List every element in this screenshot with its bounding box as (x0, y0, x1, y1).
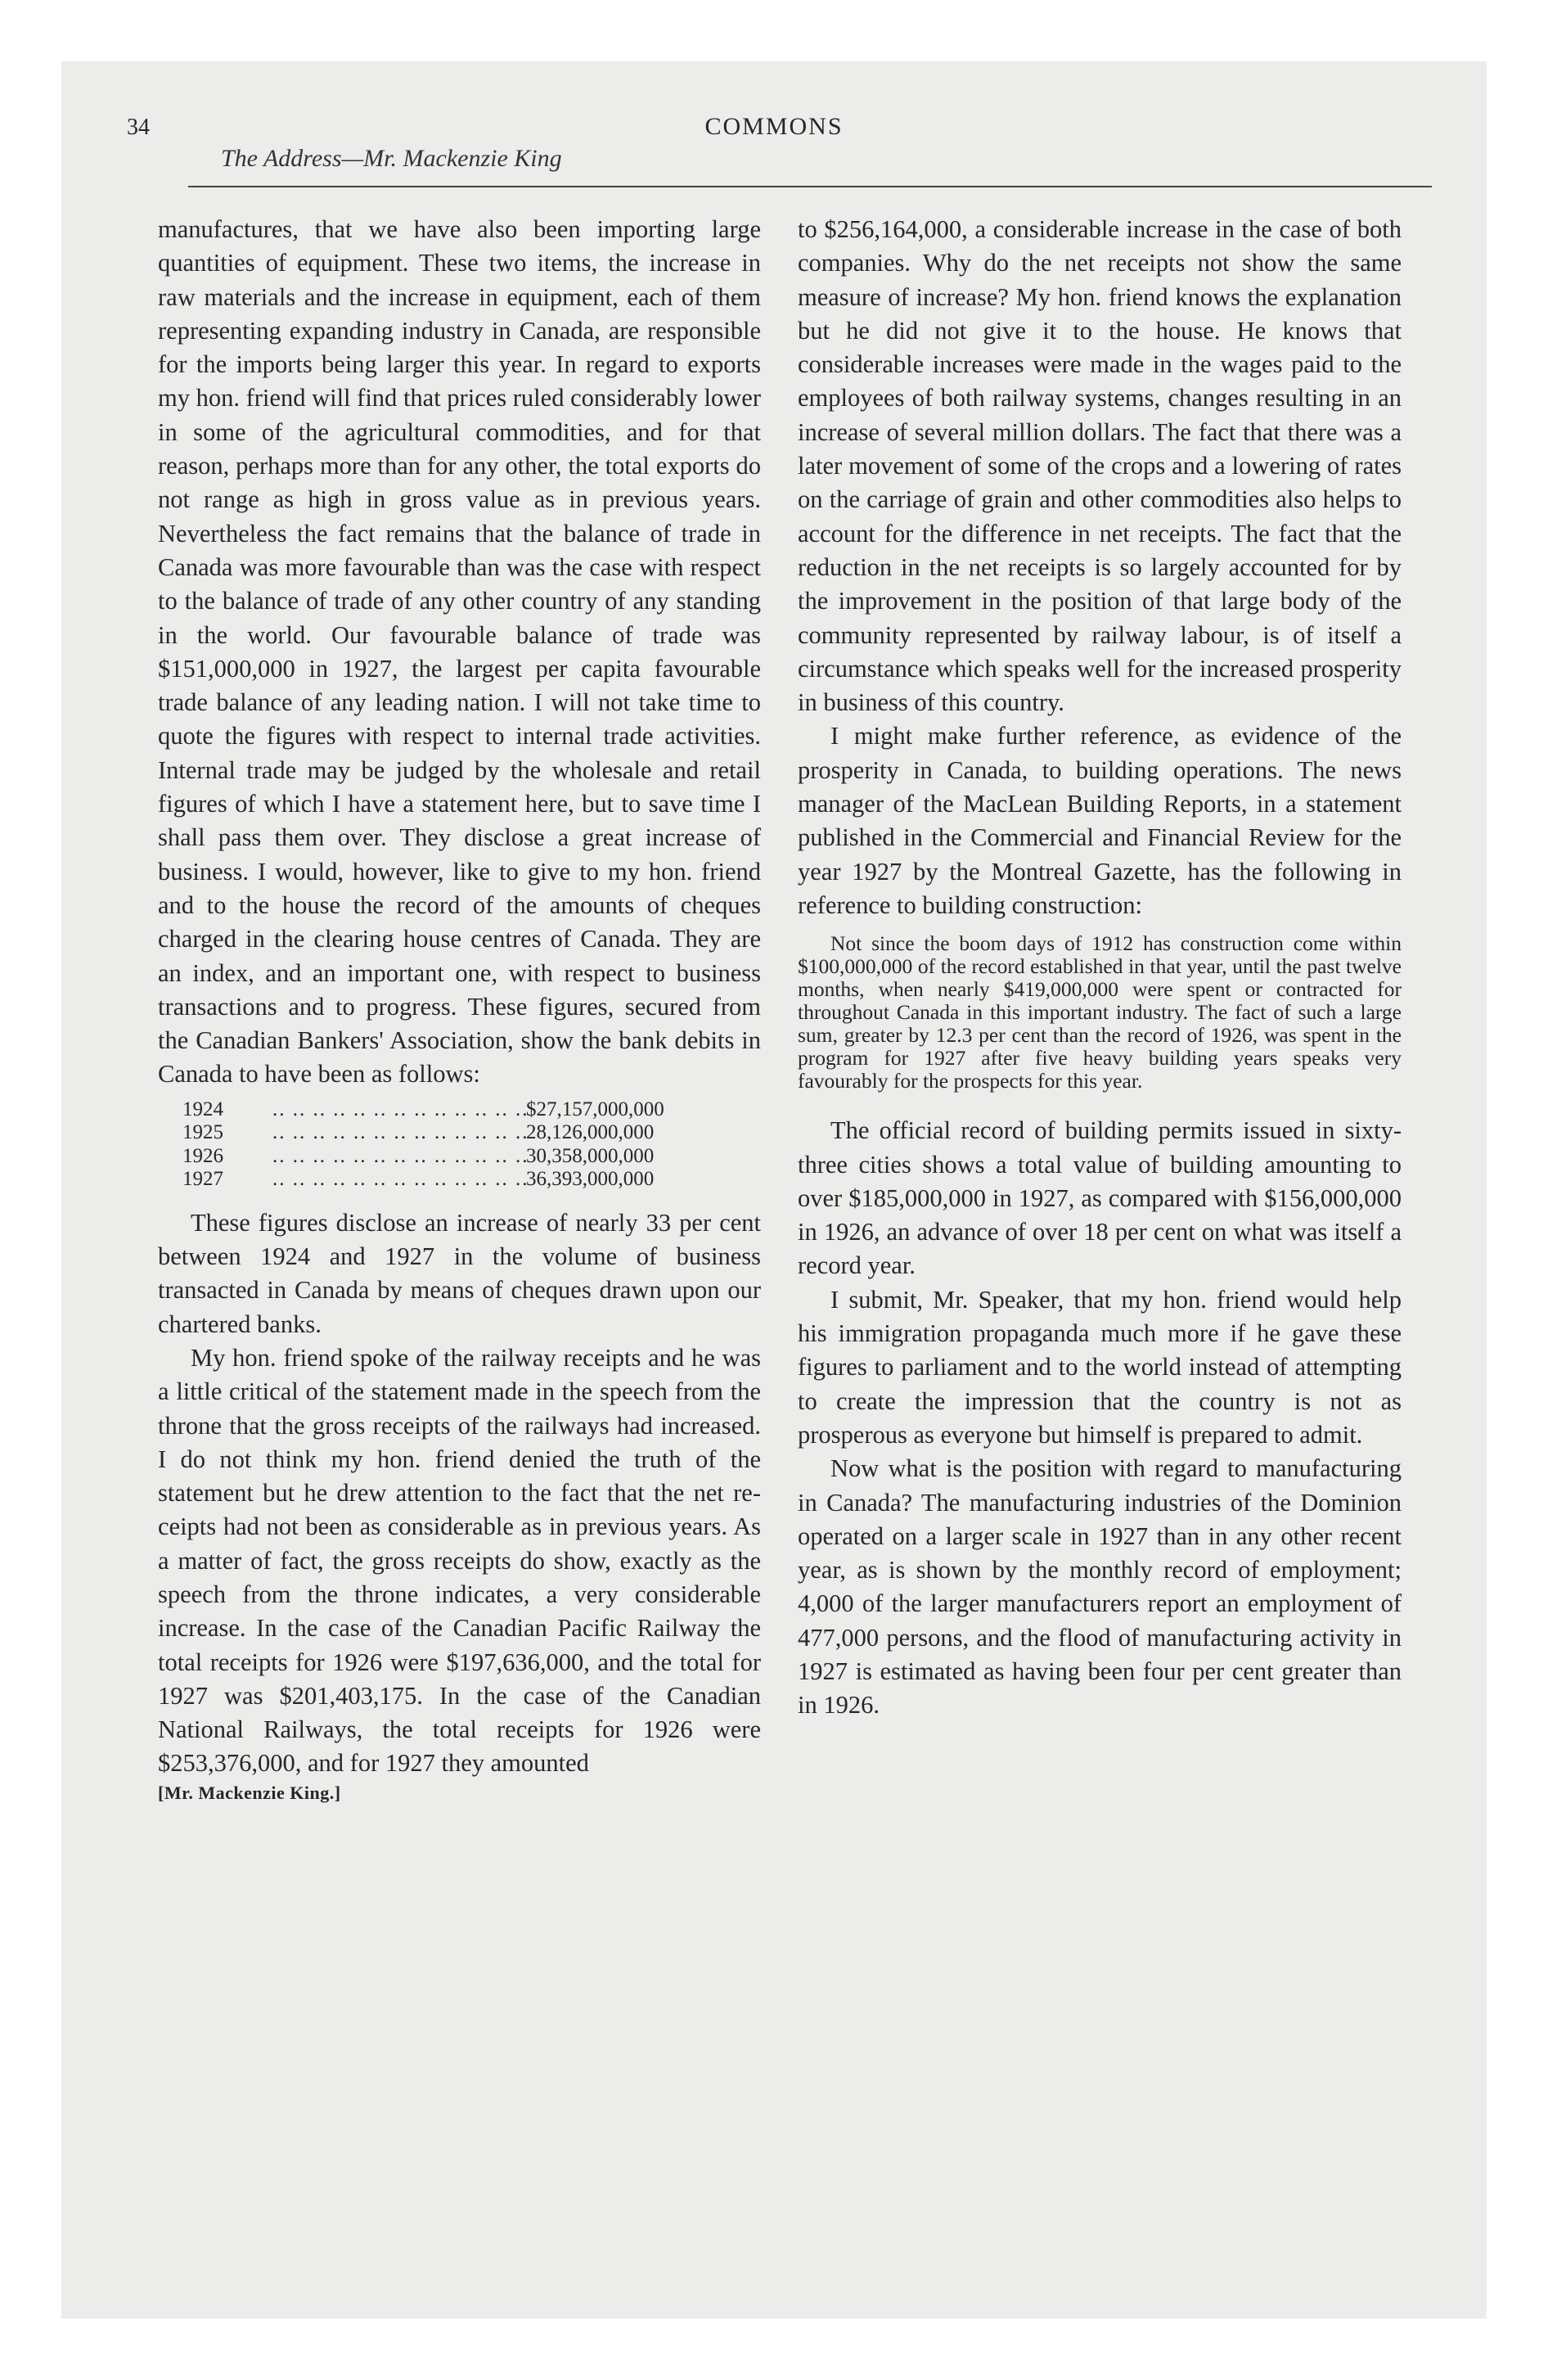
table-amount: 36,393,000,000 (526, 1168, 655, 1191)
table-amount: $27,157,000,000 (526, 1098, 664, 1120)
table-year: 1924 (182, 1098, 223, 1120)
left-paragraph-1: manufactures, that we have also been importing large quantities of equipment. These two items, the increase in raw materials and the increase in equipment, each of them representing expanding industry in Canada, are responsible for the imports being larger this year. In regard to exports my hon. friend will find that prices ruled considerably lower in some of the agricultural commodities, and for that reason, perhaps more than for any other, the total exports do not range as high in gross value as in previous years. Nevertheless the fact remains that the balance of trade in Canada was more favourable than was the case with respect to the balance of trade of any other country of any standing in the world. Our favourable balance of trade was $151,000,000 in 1927, the largest per capita favourable trade balance of any leading nation. I will not take time to quote the figures with respect to internal trade activities. Internal trade may be judged by the wholesale and retail figures of which I have a statement here, but to save time I shall pass them over. They disclose a great increase of business. I would, however, like to give to my hon. friend and to the house the record of the amounts of cheques charged in the clearing house centres of Canada. They are an index, and an important one, with respect to business transactions and to progress. These figures, secured from the Canadian Bankers' Association, show the bank debits in Canada to have been as follows: (158, 215, 761, 1089)
left-paragraph-3: My hon. friend spoke of the railway receipts and he was a little critical of the statement made in the speech from the throne that the gross receipts of the railways had increased. I do not think my hon. friend denied the truth of the statement but he drew attention to the fact that the net receipts had not been as considerable as in previous years. As a matter of fact, the gross receipts do show, exactly as the speech from the throne indicates, a very considerable increase. In the case of the Canadian Pacific Railway the total receipts for 1926 were $197,636,000, and the total for 1927 was $201,403,175. In the case of the Canadian National Railways, the total receipts for 1926 were $253,376,000, and for 1927 they amounted (158, 1343, 761, 1778)
right-column (798, 213, 1402, 1723)
leader-dots (272, 1121, 526, 1145)
table-year: 1925 (182, 1121, 223, 1144)
left-paragraph-2: These figures disclose an increase of nearly 33 per cent between 1924 and 1927 in the volume of business transacted in Canada by means of cheques drawn upon our chartered banks. (158, 1208, 761, 1338)
leader-dots (272, 1098, 526, 1122)
block-quote: Not since the boom days of 1912 has construction come within $100,000,000 of the record established in that year, until the past twelve months, when nearly $419,000,000 were spent or contracted for throughout Canada in this important industry. The fact of such a large sum, greater by 12.3 per cent than the record of 1926, was spent in the program for 1927 after five heavy building years speaks very favourably for the prospects for this year. (798, 931, 1402, 1093)
running-head: COMMONS (704, 113, 844, 140)
leader-dots (272, 1168, 526, 1192)
speaker-note: [Mr. Mackenzie King.] (158, 1782, 341, 1803)
table-row (182, 1121, 714, 1145)
header-rule (188, 186, 1432, 187)
left-column (158, 213, 761, 1805)
page-number: 34 (127, 115, 150, 140)
bank-debits-table (182, 1098, 761, 1192)
right-paragraph-2: I might make further reference, as evidence of the prosperity in Canada, to building operations. The news manager of the MacLean Building Reports, in a statement published in the Commercial and Financial Review for the year 1927 by the Montreal Gazette, has the following in reference to building construction: (798, 722, 1402, 919)
page-sheet (61, 61, 1487, 2319)
right-paragraph-3: The official record of building permits issued in sixty-three cities shows a total value of building amounting to over $185,000,000 in 1927, as compared with $156,000,000 in 1926, an advance of over 18 per cent on what was itself a record year. (798, 1116, 1402, 1280)
table-row (182, 1168, 714, 1192)
table-row (182, 1145, 714, 1169)
table-row (182, 1098, 714, 1122)
leader-dots (272, 1145, 526, 1169)
table-year: 1927 (182, 1168, 223, 1191)
right-paragraph-1: to $256,164,000, a considerable increase in the case of both companies. Why do the net receipts not show the same measure of increase? My hon. friend knows the explanation but he did not give it to the house. He knows that considerable increases were made in the wages paid to the employees of both railway systems, changes resulting in an increase of several million dollars. The fact that there was a later movement of some of the crops and a lowering of rates on the carriage of grain and other commodities also helps to account for the difference in net receipts. The fact that the reduction in the net receipts is so largely accounted for by the improvement in the position of that large body of the community represented by railway labour, is of itself a circumstance which speaks well for the increased prosperity in business of this country. (798, 215, 1402, 717)
right-paragraph-4: I submit, Mr. Speaker, that my hon. friend would help his immigration propaganda much more if he gave these figures to parliament and to the world instead of attempting to create the impression that the country is not as prosperous as everyone but himself is prepared to admit. (798, 1285, 1402, 1449)
right-paragraph-5: Now what is the position with regard to manufacturing in Canada? The manufacturing industries of the Dominion operated on a larger scale in 1927 than in any other recent year, as is shown by the monthly record of employment; 4,000 of the larger manufacturers report an employment of 477,000 persons, and the flood of manufacturing activity in 1927 is estimated as having been four per cent greater than in 1926. (798, 1454, 1402, 1720)
section-title: The Address—Mr. Mackenzie King (221, 145, 562, 172)
table-year: 1926 (182, 1144, 223, 1167)
table-amount: 28,126,000,000 (526, 1121, 655, 1144)
table-amount: 30,358,000,000 (526, 1144, 655, 1167)
